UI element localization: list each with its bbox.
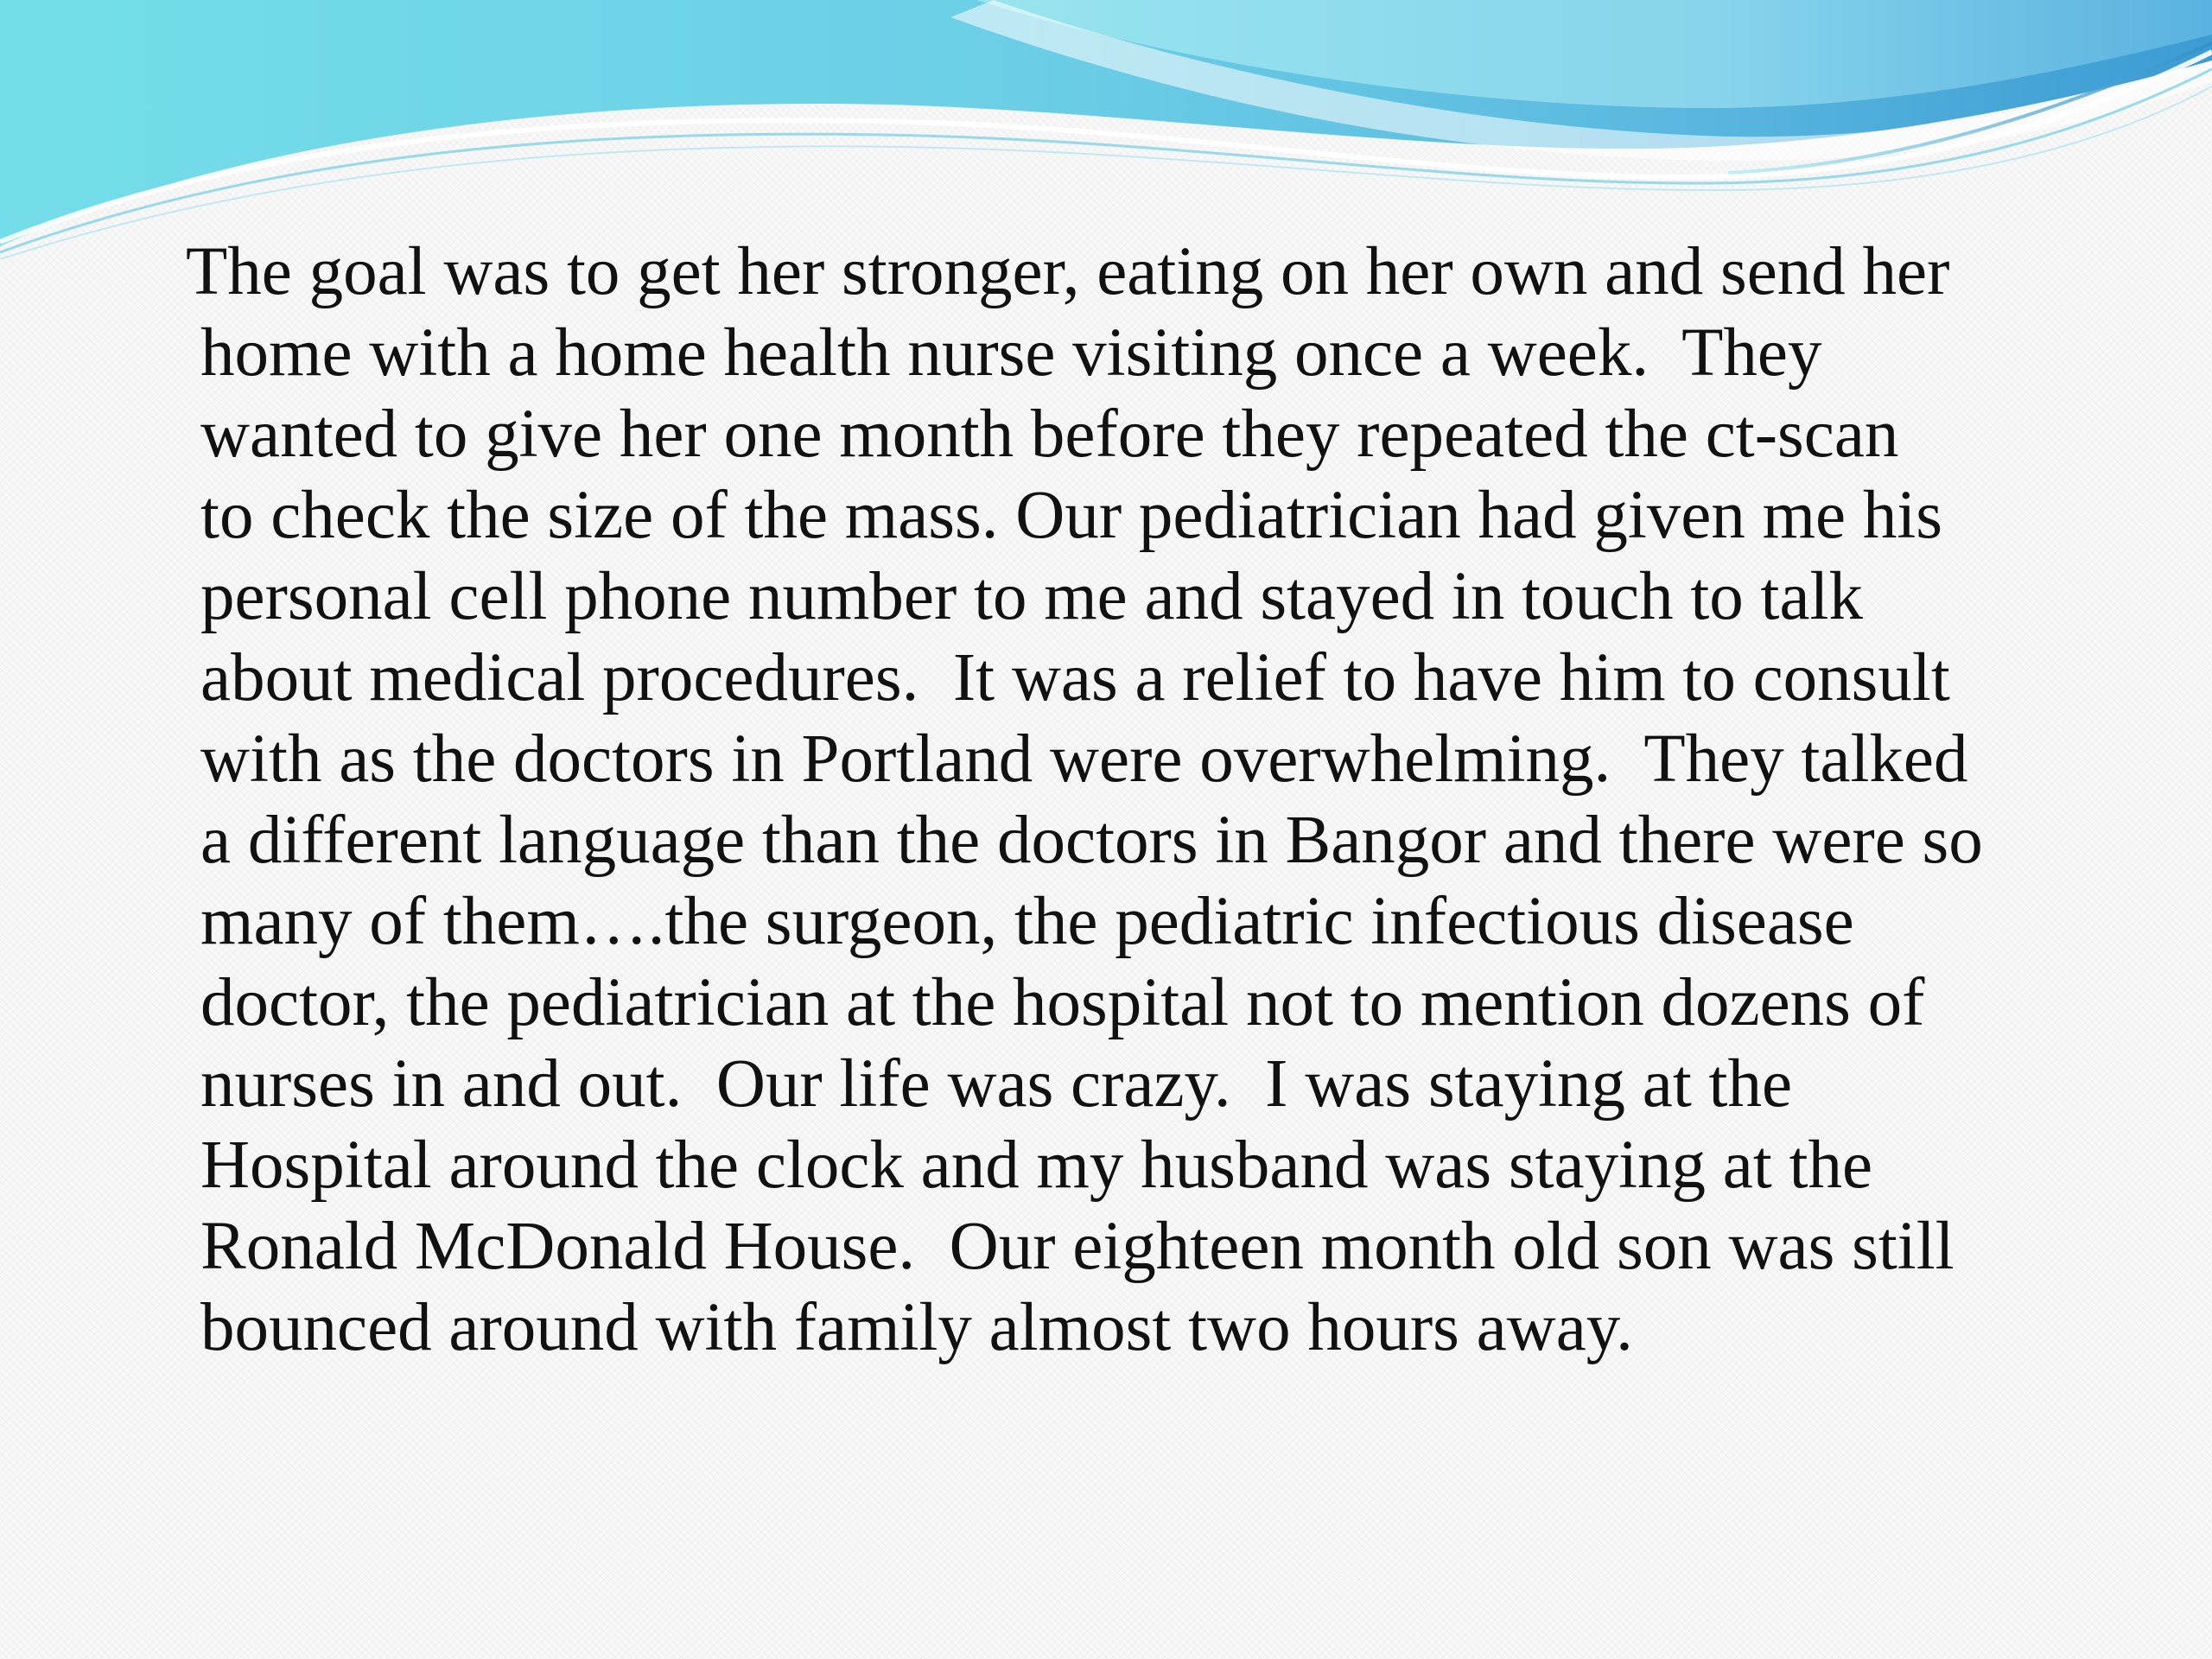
wave-banner-decoration: [0, 0, 2212, 259]
paragraph-line: wanted to give her one month before they repeated the ct-scan: [200, 397, 1899, 472]
paragraph-line: with as the doctors in Portland were overwhelming. They talked: [200, 721, 1968, 797]
paragraph-line: about medical procedures. It was a relief to have him to consult: [200, 640, 1950, 715]
paragraph-line: bounced around with family almost two hours away.: [200, 1290, 1633, 1365]
paragraph-line: Ronald McDonald House. Our eighteen month old son was still: [200, 1209, 1955, 1284]
paragraph-line: home with a home health nurse visiting once a week. They: [200, 315, 1822, 391]
paragraph-line: a different language than the doctors in Bangor and there were so: [200, 803, 1983, 878]
paragraph-line: many of them….the surgeon, the pediatric infectious disease: [200, 884, 1854, 959]
paragraph-line: nurses in and out. Our life was crazy. I was staying at the: [200, 1046, 1793, 1122]
body-paragraph: [186, 232, 2121, 1369]
paragraph-line: to check the size of the mass. Our pediatrician had given me his: [200, 478, 1943, 553]
paragraph-line: Hospital around the clock and my husband was staying at the: [200, 1128, 1873, 1203]
paragraph-line: doctor, the pediatrician at the hospital not to mention dozens of: [200, 965, 1925, 1040]
paragraph-line: The goal was to get her stronger, eating on her own and send her: [186, 234, 1950, 309]
paragraph-line: personal cell phone number to me and stayed in touch to talk: [200, 559, 1864, 634]
